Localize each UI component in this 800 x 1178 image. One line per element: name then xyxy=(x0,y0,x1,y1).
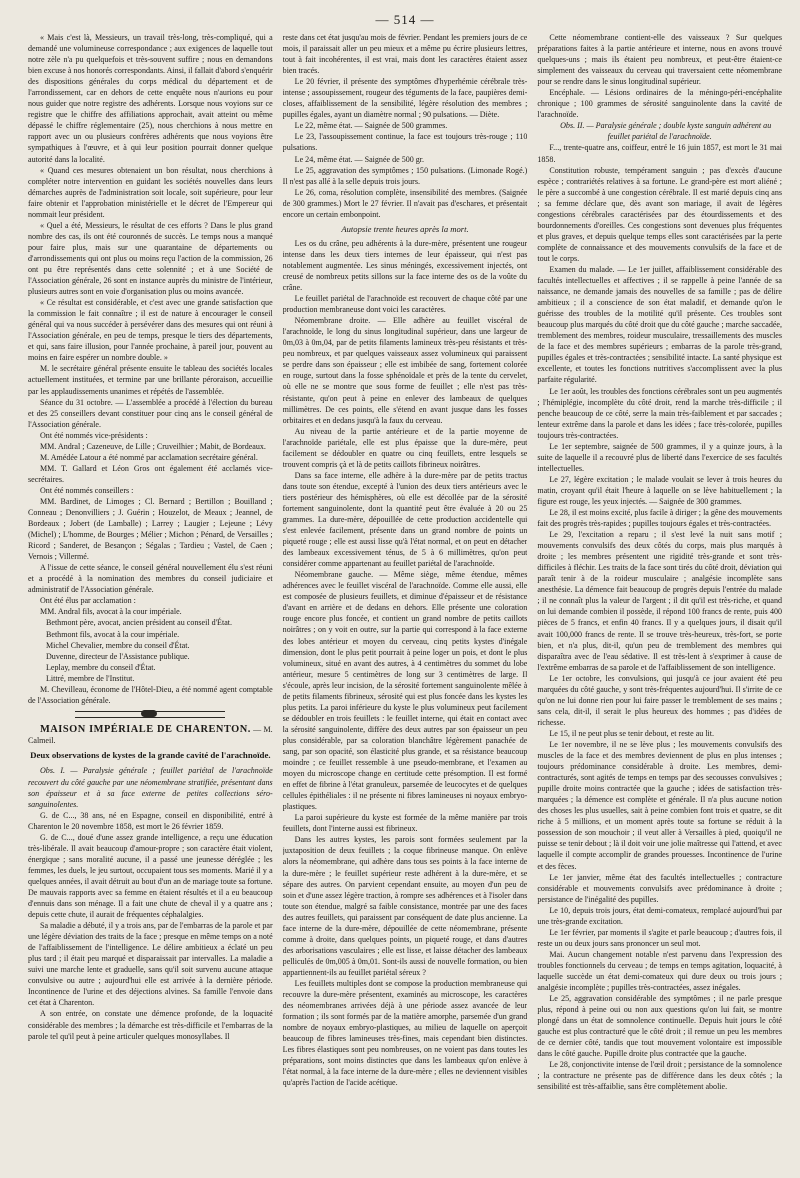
text-columns xyxy=(28,32,782,1172)
paragraph: Le 1er août, les troubles des fonctions cérébrales sont un peu augmentés ; l'hémiplégie, incomplète du côté droit, rend la marche très-difficile ; il penche beaucoup de ce côté, serre la main très-faiblement et par saccades ; lenteur extrême dans la parole et dans les idées ; face très-colorée, pupilles toujours très-contractées. xyxy=(537,386,782,440)
paragraph: Le 23, l'assoupissement continue, la face est toujours très-rouge ; 110 pulsations. xyxy=(282,132,528,153)
ornamental-divider xyxy=(75,711,225,718)
paragraph: M. Chevilleau, économe de l'Hôtel-Dieu, a été nommé agent comptable de l'Association générale. xyxy=(28,684,273,705)
paragraph: Le 25, aggravation considérable des symptômes ; il ne parle presque plus, répond à peine oui ou non aux questions qu'on lui fait, se montre plongé dans un état de somnolence continuelle. Depuis huit jours le côté gauche est plus contracturé que le côté droit ; il remue un peu les membres de ce dernier côté, tandis que tout mouvement volontaire est impossible dans le côté gauche. Pupille droite plus contractée que la gauche. xyxy=(537,994,782,1059)
paragraph: « Quand ces mesures obtenaient un bon résultat, nous cherchions à compléter notre intervention en guidant les sociétés nouvelles dans leurs démarches auprès de l'administration soit locale, soit supérieure, pour leur faire obtenir et l'approbation ministérielle et le décret de l'Empereur qui nommait leur président. xyxy=(28,165,273,219)
paragraph: A l'issue de cette séance, le conseil général nouvellement élu s'est réuni et a procédé à la nomination des membres du conseil judiciaire et administratif de l'Association générale. xyxy=(28,563,273,595)
article-title: Deux observations de kystes de la grande cavité de l'arachnoïde. xyxy=(30,749,271,760)
paragraph: Ont été élus par acclamation : xyxy=(40,596,136,606)
author-name: — M. Calmeil. xyxy=(28,724,273,745)
paragraph: Cette néomembrane contient-elle des vaisseaux ? Sur quelques préparations faites à la partie antérieure et interne, nous en avons trouvé quelques-uns ; mais ils étaient peu nombreux, et peut-être étaient-ce simplement des vaisseaux du cerveau qui traversaient cette néomembrane pour se rendre dans le sinus longitudinal supérieur. xyxy=(537,33,782,87)
paragraph: MM. Andral fils, avocat à la cour impériale. xyxy=(40,607,182,617)
paragraph: M. Amédée Latour a été nommé par acclamation secrétaire général. xyxy=(40,452,258,462)
paragraph: G. de C..., doué d'une assez grande intelligence, a reçu une éducation très-libérale. Il avait beaucoup d'amour-propre ; son caractère était violent, énergique ; sans moralité aucune, il a passé une jeunesse déréglée ; les femmes, les duels, le jeu surtout, occupaient tous ses moments. Marié il y a quelques années, il avait détruit au bout d'un an de mariage toute sa fortune. De mauvais rapports avec sa femme en étaient résultés et il a eu beaucoup d'ennuis dans son ménage. Il a fait une chute de cheval il y a quatre ans ; depuis cette chute, il aurait de fréquentes céphalalgies. xyxy=(28,832,273,920)
paragraph: Le 29, l'excitation a reparu ; il s'est levé la nuit sans motif ; mouvements convulsifs des deux côtés du corps, mais plus marqués à droite ; les membres présentent une rigidité très-grande et sont très-difficiles à fléchir. Les traits de la face sont tirés du côté droit, déviation qui paraît tenir à de la roideur musculaire ; analgésie incomplète sans anesthésie. La démence fait beaucoup de progrès depuis l'entrée du malade ; il ne connaît plus la valeur de l'argent ; il dit qu'il est très-riche, et quand on lui demande combien il possède, il répond 100 francs de rente, puis 400 pièces de 5 francs, et enfin 40 francs. Il y a quelques jours, il disait qu'il avait 100,000 francs de rente. Il se trouve très-heureux, très-fort, se porte bien, et n'a plus, dit-il, qu'un peu de tremblement des membres qui disparaîtra avec de l'eau sédative. Il est très-lent à s'exprimer à cause de l'extrême embarras de sa parole et de l'affaiblissement de son intelligence. xyxy=(537,530,782,672)
paragraph: A son entrée, on constate une démence profonde, de la loquacité considérable des membres ; la démarche est très-difficile et l'embarras de la parole tel qu'il peut à peine articuler quelques monosyllabes. Il xyxy=(28,1009,273,1041)
paragraph: F..., trente-quatre ans, coiffeur, entré le 16 juin 1857, est mort le 31 mai 1858. xyxy=(537,143,782,164)
page-number: — 514 — xyxy=(375,12,435,27)
paragraph: Les feuillets multiples dont se compose la production membraneuse qui recouvre la dure-mère présentent, examinés au microscope, les caractères des néomembranes arrivées déjà à une période assez avancée de leur formation ; ils sont formés par de la matière amorphe, parsemée d'un grand nombre de noyaux embryo-plastiques, au milieu de laquelle on aperçoit beaucoup de fibres lamineuses très-fines, mais cependant bien distinctes. Les fibres élastiques sont peu nombreuses, on ne voient pas dans toutes les préparations, sont moins distinctes que dans les lambeaux qu'on enlève à l'état normal, à la face interne de la dure-mère ; elles ne deviennent visibles qu'après l'action de l'acide acétique. xyxy=(282,978,528,1088)
paragraph: Dans les autres kystes, les parois sont formées seulement par la juxtaposition de deux feuillets ; la coque fibrineuse manque. On enlève alors la néomembrane, qui adhère dans tous ses points à la face interne de la dure-mère ; le feuillet supérieur reste adhérent à la dure-mère, et se sépare des autres. On parvient cependant ensuite, au moyen d'un peu de soin et d'une assez légère traction, à rompre ses adhérences et à l'isoler dans toute son étendue, malgré sa faible consistance, montrée par une des faces des autres feuillets, qui paraissent par conséquent de date plus ancienne. La face interne de la dure-mère, dépouillée de cette néomembrane, présente comme à droite, dans quelques points, un piqueté rouge, et dans d'autres des arborisations vasculaires ; elle est lisse, et laisse détacher des lambeaux pelliculés de 0m,005 à 0m,01. Sont-ils aussi de nouvelle formation, ou bien appartiennent-ils au feuillet pariétal séreux ? xyxy=(282,835,528,977)
paragraph: Séance du 31 octobre. — L'assemblée a procédé à l'élection du bureau et des 25 conseillers devant constituer pour cinq ans le conseil général de l'Association générale. xyxy=(28,397,273,429)
paragraph: Examen du malade. — Le 1er juillet, affaiblissement considérable des facultés intellectuelles et affectives ; il se rappelle à peine l'année de sa naissance, ne demande jamais des nouvelles de sa famille ; pas de délire ambitieux ; il a conscience de son état maladif, et demande qu'on le guérisse des troubles de la motilité qu'il présente. Ces troubles sont beaucoup plus marqués du côté droit que du côté gauche ; marche saccadée, tremblement des membres, roideur musculaire, tressaillements des muscles de la face et des membres supérieurs ; embarras de la parole très-grand, pupilles égales et très-contractées ; sensibilité intacte. La santé physique est excellente, et toutes les fonctions nutritives s'accomplissent avec la plus parfaite régularité. xyxy=(537,264,782,385)
member-line: Bethmont père, avocat, ancien président au conseil d'État. xyxy=(46,618,233,628)
paragraph: Néomembrane gauche. — Même siège, même étendue, mêmes adhérences avec le feuillet viscéral de l'arachnoïde. Comme elle aussi, elle est composée de plusieurs feuillets, et diminue d'épaisseur et de résistance d'avant en arrière et de dedans en dehors. Elle présente une coloration rouge encore plus foncée, et contient un grand nombre de petits caillots noirâtres ; on y voit en outre, sur la partie qui correspond à la face externe des lobes antérieur et moyen du cerveau, cinq petits kystes d'inégale dimension, dont le plus petit pourrait à peine loger un pois, et dont le plus volumineux, situé en avant des autres, à 4 centimètres du sommet du lobe antérieur, mesure 5 centimètres de long sur 3 centimètres de large. Il s'écoule, après leur incision, de la sérosité fortement sanguinolente mêlée à de petits filaments fibrineux, sérosité qui est plus foncée dans les kystes les plus petits. La paroi inférieure du kyste le plus volumineux peut facilement se dédoubler en trois feuillets : le feuillet interne, qui était en contact avec la sérosité sanguinolente, diffère des deux autres par son épaisseur un peu plus considérable, par sa coloration blanchâtre légèrement panachée de sang, par son opacité, son élasticité plus grande, et sa résistance beaucoup moindre ; ce feuillet ressemble à une pseudo-membrane, et l'examen au moyen du microscope change en certitude cette présomption. Il est formé en effet de fibrine à l'état granuleux, parsemée de leucocytes et de quelques cellules épithéliales : il ne présente ni fibres lamineuses ni noyaux embryo-plastiques. xyxy=(282,570,528,812)
section-heading xyxy=(28,724,273,746)
paragraph: MM. Andral ; Cazeneuve, de Lille ; Cruveilhier ; Mabit, de Bordeaux. xyxy=(40,441,266,451)
column-2 xyxy=(283,32,528,1172)
paragraph: Mai. Aucun changement notable n'est parvenu dans l'expression des troubles fonctionnels du cerveau ; de temps en temps agitation, loquacité, à laquelle succède un état demi-comateux qui dure deux ou trois jours ; analgésie incomplète ; pupilles très-contractées, assez inégales. xyxy=(537,949,782,993)
paragraph: Le 27, légère excitation ; le malade voulait se lever à trois heures du matin, croyant qu'il était l'heure à laquelle on se lève habituellement ; la figure est rouge, les yeux injectés. — Saignée de 300 grammes. xyxy=(537,474,782,506)
paragraph: Au niveau de la partie antérieure et de la partie moyenne de l'arachnoïde pariétale, elle est plus épaisse que la dure-mère, peut facilement se dédoubler en quatre ou cinq feuillets, entre lesquels se trouvent compris çà et là de petits caillots fibrineux noirâtres. xyxy=(282,426,528,469)
paragraph: Ont été nommés conseillers : xyxy=(40,485,134,495)
paragraph: Ont été nommés vice-présidents : xyxy=(40,430,148,440)
member-line: Littré, membre de l'Institut. xyxy=(46,673,135,683)
paragraph: Le 25, aggravation des symptômes ; 150 pulsations. (Limonade Rogé.) Il n'est pas allé à la selle depuis trois jours. xyxy=(282,165,528,186)
column-1 xyxy=(28,32,273,1172)
paragraph: Néomembrane droite. — Elle adhère au feuillet viscéral de l'arachnoïde, le long du sinus longitudinal supérieur, dans une largeur de 0m,03 à 0m,04, par de petits filaments lamineux très-peu résistants et très-peu nombreux, et par quelques vaisseaux assez volumineux qui paraissent se perdre dans son épaisseur ; elle est imbibée de sang, fortement colorée en rouge, surtout dans la fosse sphénoïdale et près de la tente du cervelet, où elle ne se montre que sous forme de feuillet ; elle n'est pas très-résistante, qu'on peut à peine en enlever des lambeaux de quelques millimètres. De ces points, elle s'étend en avant jusque dans les fosses orbitaires et en dedans jusqu'à la faux du cerveau. xyxy=(282,316,528,425)
member-line: Bethmont fils, avocat à la cour impériale. xyxy=(46,629,180,639)
paragraph: MM. T. Gallard et Léon Gros ont également été acclamés vice-secrétaires. xyxy=(28,463,273,484)
paragraph: Le 1er février, par moments il s'agite et parle beaucoup ; d'autres fois, il reste un ou deux jours sans prononcer un seul mot. xyxy=(537,927,782,948)
paragraph: Le 1er septembre, saignée de 500 grammes, il y a quinze jours, à la suite de laquelle il a recouvré plus de liberté dans l'exercice de ses facultés intellectuelles. xyxy=(537,441,782,473)
paragraph: M. le secrétaire général présente ensuite le tableau des sociétés locales actuellement instituées, et termine par une brillante péroraison, accueillie par les applaudissements unanimes et répétés de l'assemblée. xyxy=(28,364,273,396)
paragraph: Sa maladie a débuté, il y a trois ans, par de l'embarras de la parole et par une légère déviation des traits de la face ; presque en même temps on a noté de l'affaiblissement de l'intelligence. Le délire ambitieux a éclaté un peu plus tard ; il était peu marqué et disparaissait par intervalles. La maladie a suivi une marche lente et graduelle, sans qu'il soit survenu aucune attaque convulsive ou autre ; aujourd'hui elle est arrivée à la dernière période. Incontinence de l'urine et des déjections alvines. Sa famille l'envoie dans cet état à Charenton. xyxy=(28,921,273,1008)
paragraph: Le feuillet pariétal de l'arachnoïde est recouvert de chaque côté par une production membraneuse dont voici les caractères. xyxy=(282,294,528,315)
paragraph: Le 10, depuis trois jours, état demi-comateux, remplacé aujourd'hui par une très-grande excitation. xyxy=(537,905,782,926)
paragraph: reste dans cet état jusqu'au mois de février. Pendant les premiers jours de ce mois, il paraissait aller un peu mieux et a même pu écrire plusieurs lettres, tout à fait incohérentes, il est vrai, mais dont les caractères étaient assez bien tracés. xyxy=(282,33,528,76)
observation-heading: Obs. II. — Paralysie générale ; double kyste sanguin adhérent au feuillet pariétal de l'arachnoïde. xyxy=(560,121,772,142)
paragraph: Dans sa face interne, elle adhère à la dure-mère par de petits tractus dans toute son étendue, excepté à l'union des deux tiers antérieurs avec le tiers postérieur des hémisphères, où elle est décollée par de la sérosité fortement sanguinolente, dont la quantité peut être évaluée à 20 ou 25 grammes. La dure-mère, dépouillée de cette production accidentelle qui s'est enlevée facilement, présente dans un grand nombre de points un piqueté rouge ; elle est aussi lisse qu'à l'état normal, et on peut en détacher des lambeaux excessivement ténus, de 5 à 6 millimètres, qu'on peut considérer comme appartenant au feuillet pariétal de l'arachnoïde. xyxy=(282,470,528,569)
observation-heading: Obs. I. — Paralysie générale ; feuillet pariétal de l'arachnoïde recouvert du côté gauche par une néomembrane stratifiée, présentant dans son épaisseur et à sa face externe de petites collections séro-sanguinolentes. xyxy=(28,766,273,809)
member-line: Leplay, membre du conseil d'État. xyxy=(46,662,156,672)
paragraph: Le 24, même état. — Saignée de 500 gr. xyxy=(294,154,425,164)
paragraph: Le 22, même état. — Saignée de 500 grammes. xyxy=(294,121,448,131)
member-line: Duvenne, directeur de l'Assistance publique. xyxy=(46,651,190,661)
paragraph: Encéphale. — Lésions ordinaires de la méningo-péri-encéphalite chronique ; 100 grammes de sérosité sanguinolente dans la cavité de l'arachnoïde. xyxy=(537,88,782,120)
paragraph: La paroi supérieure du kyste est formée de la même manière par trois feuillets, dont l'interne aussi est fibrineux. xyxy=(282,813,528,834)
institution-name: MAISON IMPÉRIALE DE CHARENTON. xyxy=(40,723,251,735)
column-3 xyxy=(537,32,782,1172)
paragraph: Le 15, il ne peut plus se tenir debout, et reste au lit. xyxy=(549,728,715,738)
autopsy-heading: Autopsie trente heures après la mort. xyxy=(341,223,469,234)
paragraph: G. de C..., 38 ans, né en Espagne, conseil en disponibilité, entré à Charenton le 20 novembre 1858, est mort le 26 février 1859. xyxy=(28,810,273,831)
paragraph: Le 28, conjonctivite intense de l'œil droit ; persistance de la somnolence ; la contracture ne présente pas de différence dans les deux côtés ; la sensibilité est très-affaiblie, sans être complètement abolie. xyxy=(537,1060,782,1092)
paragraph: Le 28, il est moins excité, plus facile à diriger ; la gêne des mouvements fait des progrès très-rapides ; pupilles toujours égales et très-contractées. xyxy=(537,508,782,529)
paragraph: Constitution robuste, tempérament sanguin ; pas d'excès d'aucune espèce ; contrariétés relatives à sa fortune. Le grand-père est mort aliéné ; le père a succombé à une congestion cérébrale. Il est marié depuis cinq ans ; sa femme déclare que, dès avant son mariage, il avait de légères congestions cérébrales caractérisées par des étourdissements et des bourdonnements d'oreilles. Ces congestions sont devenues plus fréquentes et plus graves, et depuis quelque temps elles sont caractérisées par la perte complète de connaissance et des mouvements convulsifs de la face et de tout le corps. xyxy=(537,165,782,263)
member-line: Michel Chevalier, membre du conseil d'État. xyxy=(46,640,190,650)
paragraph: Le 1er novembre, il ne se lève plus ; les mouvements convulsifs des muscles de la face et des membres deviennent de plus en plus intenses ; toujours prédominance considérable à droite. Les membres, demi-contracturés, sont agités de temps en temps par des secousses convulsives ; pupille droite moins contractée que la gauche ; idées de satisfaction très-marquées ; la démence est complète et générale. Il n'a plus aucune notion des choses les plus usuelles, sait à peine combien font trois et quatre, se dit riche à 5 millions, et un moment après toute sa fortune se réduit à la possession de son mouchoir ; il veut aller à Versailles à pied, quoiqu'il ne puisse se tenir debout ; là il doit voir une jolie maîtresse qui l'attend, et avec laquelle il compte accomplir de grandes prouesses. Incontinence de l'urine et des fèces. xyxy=(537,740,782,871)
paragraph: Le 20 février, il présente des symptômes d'hyperhémie cérébrale très-intense ; assoupissement, rougeur des téguments de la face, paupières demi-closes, affaiblissement de la sensibilité, légère résolution des membres ; pupilles égales, ayant un diamètre normal ; 90 pulsations. — Diète. xyxy=(282,77,528,120)
paragraph: MM. Bardinet, de Limoges ; Cl. Bernard ; Bertillon ; Bouilland ; Conneau ; Denonvilliers ; J. Guérin ; Houzelot, de Meaux ; Jeannel, de Bordeaux ; Jobert (de Lamballe) ; Larrey ; Laugier ; Lejeune ; Lévy (Michel) ; L'homme, de Bourges ; Mélier ; Michon ; Pénard, de Versailles ; Ricord ; Sanderet, de Besançon ; Ségalas ; Tardieu ; Vastel, de Caen ; Vernois ; Villermé. xyxy=(28,496,273,562)
paragraph: Le 1er janvier, même état des facultés intellectuelles ; contracture considérable et mouvements convulsifs avec prédominance à droite ; persistance de l'inégalité des pupilles. xyxy=(537,872,782,904)
paragraph: « Mais c'est là, Messieurs, un travail très-long, très-compliqué, qui a demandé une volumineuse correspondance ; aux exigences de laquelle tout notre zèle n'a pu quelquefois et très-souvent suffire ; nous en demandons bien excuse à nos honorés correspondants. Ainsi, il fallait d'abord s'enquérir des dispositions générales du corps médical du département et de l'arrondissement, car en dehors de cette enquête nous n'aurions eu pour nous guider que notre registre des adhérents. Lorsque nous voyions sur ce registre que le chiffre des affiliations approchait, avait atteint ou même dépassé le chiffre réglementaire (25), nous cherchions à nous mettre en rapport avec un ou plusieurs confrères adhérents que nous voyions être sympathiques à l'œuvre, et à qui leur position pourrait donner quelque autorité dans la localité. xyxy=(28,33,273,164)
paragraph: Le 1er octobre, les convulsions, qui jusqu'à ce jour avaient été peu marquées du côté gauche, y sont très-fréquentes aujourd'hui. Il s'irrite de ce qu'on ne lui donne rien pour lui faire passer le tremblement de ses mains ; sans cela, dit-il, il serait le plus heureux des hommes ; pas d'idées de richesse. xyxy=(537,673,782,727)
paragraph: Les os du crâne, peu adhérents à la dure-mère, présentent une rougeur intense dans les deux tiers internes de leur épaisseur, qui n'est pas notablement augmentée. Les sinus méningés, excessivement injectés, ont creusé de nombreux petits sillons sur la face interne des os de la voûte du crâne. xyxy=(282,238,528,293)
paragraph: « Ce résultat est considérable, et c'est avec une grande satisfaction que la commission le fait connaître ; il est de nature à encourager le conseil général qui va nous succéder à persévérer dans des mesures qui ont réuni à l'Association générale, en peu de temps, presque le tiers des départements, et qui, sans faire illusion, pour l'année prochaine, à pareil jour, pouvent au moins en faire espérer un nombre double. » xyxy=(28,298,273,363)
paragraph: « Quel a été, Messieurs, le résultat de ces efforts ? Dans le plus grand nombre des cas, ils ont été couronnés de succès. Le temps nous a manqué pour faire plus, mais sur une quarantaine de départements ou d'arrondissements qui ont plus ou moins reçu l'action de la commission, 26 ont pu être représentés dans cette solennité ; et à une Société de l'Association générale, 26 sont en instance auprès du ministre de l'intérieur, plusieurs autres sont en voie d'organisation plus ou moins avancée. xyxy=(28,220,273,297)
paragraph: Le 26, coma, résolution complète, insensibilité des membres. (Saignée de 300 grammes.) Mort le 27 février. Il n'avait pas d'eschares, et présentait encore un certain embonpoint. xyxy=(282,187,528,219)
